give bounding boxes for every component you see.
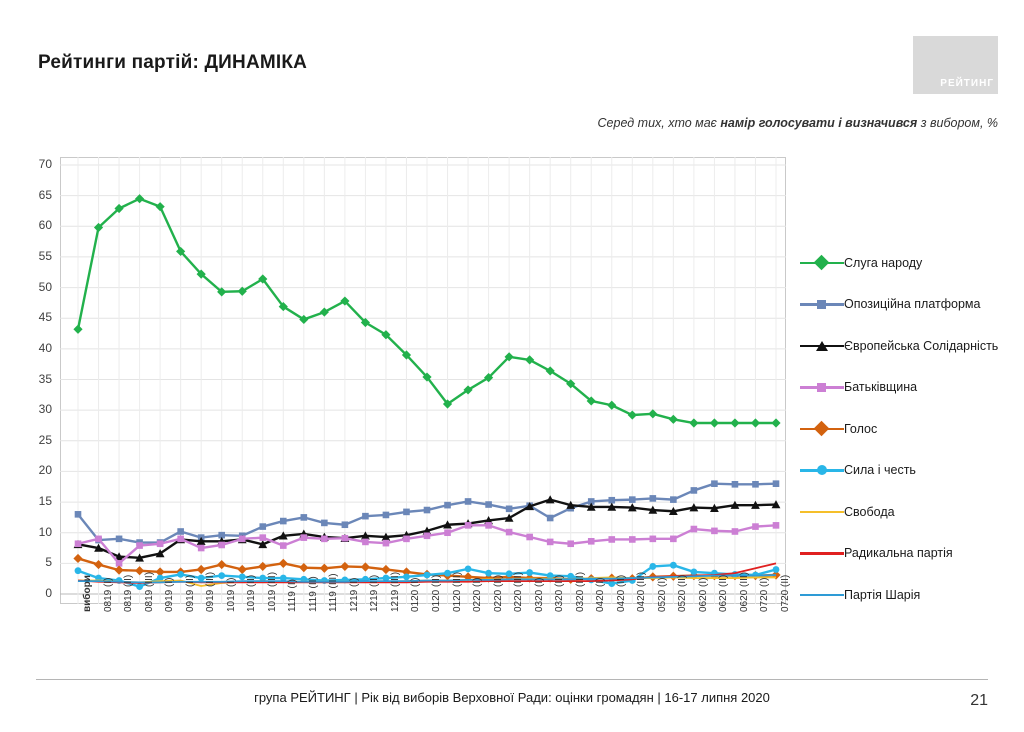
- data-point-marker: [136, 542, 143, 549]
- data-point-marker: [218, 542, 225, 549]
- data-point-marker: [362, 513, 369, 520]
- data-point-marker: [669, 415, 678, 424]
- subtitle-suffix: з вибором, %: [917, 116, 998, 130]
- data-point-marker: [280, 542, 287, 549]
- data-point-marker: [342, 521, 349, 528]
- x-axis-tick-label: 0620 (II): [718, 574, 730, 612]
- data-point-marker: [465, 565, 472, 572]
- data-point-marker: [691, 487, 698, 494]
- data-point-marker: [116, 536, 123, 543]
- chart-canvas: [60, 157, 786, 604]
- legend-item-label: Голос: [844, 421, 878, 436]
- data-point-marker: [525, 355, 534, 364]
- data-point-marker: [320, 564, 329, 573]
- legend-marker-icon: [800, 546, 844, 560]
- data-point-marker: [444, 502, 451, 509]
- y-axis-tick-label: 60: [38, 218, 52, 233]
- y-axis-tick-label: 55: [38, 248, 52, 263]
- data-point-marker: [547, 515, 554, 522]
- data-point-marker: [670, 536, 677, 543]
- data-point-marker: [75, 511, 82, 518]
- subtitle-emphasis: намір голосувати і визначився: [720, 116, 918, 130]
- data-point-marker: [506, 529, 513, 536]
- data-point-marker: [506, 506, 513, 513]
- legend-item-label: Опозиційна платформа: [844, 297, 981, 312]
- data-point-marker: [752, 523, 759, 530]
- page-number: 21: [970, 692, 988, 709]
- x-axis-tick-label: 0220 (III): [513, 571, 525, 612]
- data-point-marker: [239, 536, 246, 543]
- data-point-marker: [465, 498, 472, 505]
- legend-marker-icon: [800, 380, 844, 394]
- data-point-marker: [732, 528, 739, 535]
- data-point-marker: [238, 565, 247, 574]
- data-point-marker: [588, 538, 595, 545]
- y-axis-tick-label: 5: [45, 555, 52, 570]
- x-axis-tick-label: 0120 (II): [431, 574, 442, 612]
- data-point-marker: [383, 540, 390, 547]
- data-point-marker: [444, 529, 451, 536]
- data-point-marker: [403, 573, 410, 580]
- data-point-marker: [773, 566, 780, 573]
- data-point-marker: [114, 565, 123, 574]
- x-axis-tick-label: 0819 (III): [143, 571, 155, 612]
- data-point-marker: [280, 518, 287, 525]
- y-axis-tick-label: 15: [38, 494, 52, 509]
- y-axis-tick-label: 30: [38, 402, 52, 417]
- data-point-marker: [299, 563, 308, 572]
- data-point-marker: [217, 560, 226, 569]
- legend-item-label: Радикальна партія: [844, 546, 953, 561]
- legend-marker-icon: [800, 588, 844, 602]
- data-point-marker: [239, 573, 246, 580]
- y-axis-tick-label: 20: [38, 463, 52, 478]
- x-axis-tick-label: 0120 (III): [451, 571, 463, 612]
- legend-item[interactable]: [800, 408, 1020, 450]
- legend-item-label: Свобода: [844, 504, 895, 519]
- data-point-marker: [608, 536, 615, 543]
- data-point-marker: [403, 536, 410, 543]
- data-point-marker: [94, 560, 103, 569]
- data-point-marker: [773, 480, 780, 487]
- legend-marker-icon: [800, 463, 844, 477]
- data-point-marker: [689, 418, 698, 427]
- x-axis-tick-label: 0320 (III): [574, 571, 586, 612]
- data-point-marker: [73, 554, 82, 563]
- legend-item[interactable]: [800, 367, 1020, 409]
- data-point-marker: [321, 520, 328, 527]
- data-point-marker: [650, 536, 657, 543]
- y-axis-tick-label: 65: [38, 187, 52, 202]
- data-point-marker: [259, 534, 266, 541]
- legend-item[interactable]: [800, 533, 1020, 575]
- data-point-marker: [75, 567, 82, 574]
- data-point-marker: [198, 545, 205, 552]
- page-title: Рейтинги партій: ДИНАМІКА: [38, 52, 308, 73]
- data-point-marker: [773, 522, 780, 529]
- rating-logo-label: РЕЙТИНГ: [940, 78, 994, 89]
- data-point-marker: [320, 307, 329, 316]
- data-point-marker: [156, 202, 165, 211]
- data-point-marker: [506, 570, 513, 577]
- data-point-marker: [177, 536, 184, 543]
- x-axis-tick-label: 0420 (II): [615, 574, 627, 612]
- x-axis-tick-label: 0120 (I): [410, 577, 422, 612]
- data-point-marker: [279, 559, 288, 568]
- x-axis-tick-label: 0919 (I): [164, 577, 176, 612]
- x-axis-tick-label: 1219 (II): [369, 574, 381, 612]
- data-point-marker: [670, 562, 677, 569]
- data-point-marker: [485, 570, 492, 577]
- data-point-marker: [135, 566, 144, 575]
- data-point-marker: [157, 540, 164, 547]
- legend-item[interactable]: [800, 325, 1020, 367]
- data-point-marker: [198, 575, 205, 582]
- data-point-marker: [444, 570, 451, 577]
- legend-item-label: Сила і честь: [844, 463, 916, 478]
- legend-item[interactable]: [800, 574, 1020, 616]
- legend-marker-icon: [800, 422, 844, 436]
- data-point-marker: [321, 536, 328, 543]
- footer-divider: [36, 679, 988, 680]
- legend-marker-icon: [800, 505, 844, 519]
- data-point-marker: [383, 512, 390, 519]
- x-axis-tick-label: 1219 (I): [348, 577, 360, 612]
- x-axis-tick-label: 0220 (I): [472, 577, 484, 612]
- data-point-marker: [424, 507, 431, 514]
- data-point-marker: [136, 583, 143, 590]
- data-point-marker: [629, 536, 636, 543]
- data-point-marker: [424, 572, 431, 579]
- x-axis-tick-label: 0320 (II): [554, 574, 566, 612]
- legend-item[interactable]: [800, 450, 1020, 492]
- data-point-marker: [547, 539, 554, 546]
- data-point-marker: [650, 495, 657, 502]
- x-axis-tick-label: 0220 (II): [492, 574, 504, 612]
- data-point-marker: [751, 418, 760, 427]
- x-axis-tick-label: 0420 (I): [595, 577, 607, 612]
- data-point-marker: [485, 522, 492, 529]
- x-axis-tick-label: 1119 (I): [287, 579, 299, 612]
- data-point-marker: [75, 540, 82, 547]
- chart-legend: [800, 242, 1020, 616]
- legend-item-label: Партія Шарія: [844, 587, 921, 602]
- data-point-marker: [752, 481, 759, 488]
- x-axis-tick-label: 1019 (II): [246, 574, 258, 612]
- x-axis-tick-label: 0420 (III): [636, 571, 648, 612]
- data-point-marker: [177, 528, 184, 535]
- x-axis-tick-label: 0620 (III): [738, 571, 750, 612]
- legend-item[interactable]: [800, 242, 1020, 284]
- x-axis-tick-label: 1019 (III): [266, 571, 278, 612]
- data-point-marker: [649, 563, 656, 570]
- data-point-marker: [526, 534, 533, 541]
- data-point-marker: [690, 569, 697, 576]
- x-axis-tick-label: 0919 (III): [205, 571, 217, 612]
- data-point-marker: [485, 501, 492, 508]
- y-axis-tick-label: 0: [45, 586, 52, 600]
- legend-item-label: Слуга народу: [844, 255, 923, 270]
- legend-marker-icon: [800, 256, 844, 270]
- data-point-marker: [301, 514, 308, 521]
- x-axis-tick-label: 0819 (II): [123, 574, 135, 612]
- x-axis-tick-label: 0919 (II): [184, 574, 196, 612]
- data-point-marker: [259, 523, 266, 530]
- x-axis-tick-label: 0819 (I): [102, 577, 114, 612]
- y-axis-tick-label: 35: [38, 371, 52, 386]
- legend-marker-icon: [800, 339, 844, 353]
- legend-item[interactable]: [800, 491, 1020, 533]
- data-point-marker: [73, 325, 82, 334]
- y-axis-tick-label: 50: [38, 279, 52, 294]
- y-axis-tick-label: 25: [38, 432, 52, 447]
- x-axis-tick-label: 0520 (I): [656, 577, 668, 612]
- data-point-marker: [424, 532, 431, 539]
- x-axis-tick-label: 1019 (I): [225, 577, 237, 612]
- data-point-marker: [711, 480, 718, 487]
- legend-item-label: Батьківщина: [844, 380, 918, 395]
- data-point-marker: [710, 418, 719, 427]
- data-point-marker: [95, 536, 102, 543]
- y-axis-tick-label: 45: [38, 310, 52, 325]
- data-point-marker: [629, 496, 636, 503]
- x-axis-tick-label: 1119 (II): [307, 576, 319, 612]
- subtitle-prefix: Серед тих, хто має: [597, 116, 721, 130]
- data-point-marker: [628, 410, 637, 419]
- x-axis-tick-label: вибори: [82, 575, 93, 612]
- data-point-marker: [691, 526, 698, 533]
- data-point-marker: [730, 418, 739, 427]
- data-point-marker: [403, 509, 410, 516]
- data-point-marker: [218, 572, 225, 579]
- chart-subtitle: [598, 116, 998, 130]
- x-axis-tick-label: 0520 (II): [677, 574, 689, 612]
- x-axis-tick-label: 0620 (I): [697, 577, 709, 612]
- data-point-marker: [607, 401, 616, 410]
- x-axis-tick-label: 0720 (II): [780, 574, 791, 612]
- x-axis-tick-label: 0720 (I): [759, 577, 771, 612]
- data-point-marker: [177, 571, 184, 578]
- footer-text: група РЕЙТИНГ | Рік від виборів Верховної Ради: оцінки громадян | 16-17 липня 2020: [254, 690, 770, 705]
- data-point-marker: [362, 539, 369, 546]
- x-axis-tick-label: 0320 (I): [533, 577, 545, 612]
- x-axis-tick-label: 1219 (III): [389, 571, 401, 612]
- y-axis-tick-label: 40: [38, 340, 52, 355]
- data-point-marker: [465, 522, 472, 529]
- data-point-marker: [771, 418, 780, 427]
- data-point-marker: [711, 528, 718, 535]
- data-point-marker: [342, 535, 349, 542]
- data-point-marker: [732, 481, 739, 488]
- data-point-marker: [670, 496, 677, 503]
- x-axis-tick-label: 1119 (III): [328, 573, 340, 612]
- legend-item-label: Європейська Солідарність: [844, 338, 999, 353]
- y-axis-tick-label: 10: [38, 524, 52, 539]
- data-point-marker: [301, 534, 308, 541]
- y-axis-tick-label: 70: [38, 157, 52, 171]
- legend-item[interactable]: [800, 284, 1020, 326]
- data-point-marker: [526, 569, 533, 576]
- data-point-marker: [608, 497, 615, 504]
- data-point-marker: [567, 540, 574, 547]
- legend-marker-icon: [800, 297, 844, 311]
